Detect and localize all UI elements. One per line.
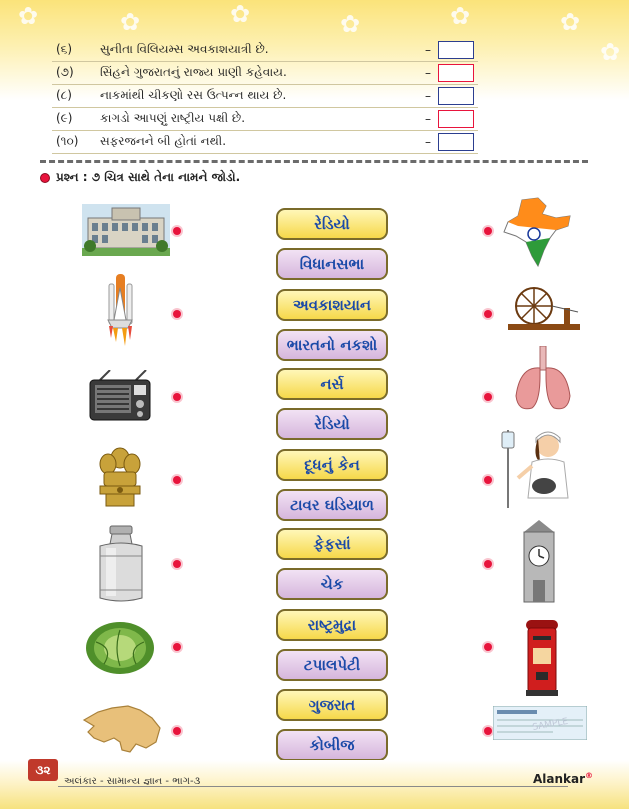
clock-tower-picture bbox=[518, 518, 560, 604]
left-connector-dot[interactable] bbox=[173, 560, 181, 568]
flower-decoration: ✿ bbox=[450, 2, 471, 30]
footer-book-title: અલંકાર - સામાન્ય જ્ઞાન - ભાગ-૩ bbox=[64, 776, 201, 787]
answer-box[interactable] bbox=[438, 110, 474, 128]
word-pill[interactable]: ટાવર ઘડિયાળ bbox=[276, 489, 388, 521]
right-connector-dot[interactable] bbox=[484, 643, 492, 651]
left-connector-dot[interactable] bbox=[173, 476, 181, 484]
word-pill[interactable]: રેડિયો bbox=[276, 208, 388, 240]
cheque-sample-label: SAMPLE bbox=[531, 716, 569, 733]
flower-decoration: ✿ bbox=[18, 2, 39, 30]
flower-decoration: ✿ bbox=[600, 38, 621, 66]
statement-number: (૭) bbox=[56, 65, 74, 79]
left-connector-dot[interactable] bbox=[173, 727, 181, 735]
post-box-picture bbox=[524, 618, 560, 698]
question-heading-text: પ્રશ્ન : ૭ ચિત્ર સાથે તેના નામને જોડો. bbox=[56, 170, 241, 184]
left-connector-dot[interactable] bbox=[173, 643, 181, 651]
right-connector-dot[interactable] bbox=[484, 310, 492, 318]
word-pill[interactable]: કોબીજ bbox=[276, 729, 388, 761]
publisher-logo bbox=[533, 771, 593, 786]
right-connector-dot[interactable] bbox=[484, 393, 492, 401]
flower-decoration: ✿ bbox=[560, 8, 581, 36]
national-emblem-picture bbox=[96, 446, 144, 508]
left-connector-dot[interactable] bbox=[173, 393, 181, 401]
statement-number: (૯) bbox=[56, 111, 73, 125]
space-shuttle-picture bbox=[104, 270, 136, 354]
left-connector-dot[interactable] bbox=[173, 310, 181, 318]
question-heading bbox=[40, 170, 240, 185]
right-connector-dot[interactable] bbox=[484, 227, 492, 235]
statement-row bbox=[52, 39, 478, 62]
statement-row bbox=[52, 62, 478, 85]
milk-can-picture bbox=[96, 524, 146, 604]
right-connector-dot[interactable] bbox=[484, 560, 492, 568]
lungs-picture bbox=[512, 346, 574, 414]
cabbage-picture bbox=[84, 618, 156, 676]
radio-picture bbox=[88, 370, 152, 426]
answer-box[interactable] bbox=[438, 41, 474, 59]
statement-number: (૮) bbox=[56, 88, 72, 102]
india-map-picture bbox=[500, 196, 572, 270]
page-number: ૩૨ bbox=[28, 759, 58, 781]
right-connector-dot[interactable] bbox=[484, 476, 492, 484]
flower-decoration: ✿ bbox=[230, 0, 251, 28]
answer-dash: – bbox=[425, 112, 431, 126]
answer-box[interactable] bbox=[438, 64, 474, 82]
statement-row bbox=[52, 85, 478, 108]
word-pill[interactable]: દૂધનું કેન bbox=[276, 449, 388, 481]
answer-dash: – bbox=[425, 66, 431, 80]
word-pill[interactable]: ફેફસાં bbox=[276, 528, 388, 560]
word-pill[interactable]: રેડિયો bbox=[276, 408, 388, 440]
word-pill[interactable]: ભારતનો નકશો bbox=[276, 329, 388, 361]
bullet-icon bbox=[40, 173, 50, 183]
statement-row bbox=[52, 108, 478, 131]
statement-text: કાગડો આપણું રાષ્ટ્રીય પક્ષી છે. bbox=[100, 111, 246, 125]
statement-number: (૬) bbox=[56, 42, 73, 56]
left-connector-dot[interactable] bbox=[173, 227, 181, 235]
flower-decoration: ✿ bbox=[340, 10, 361, 38]
registered-mark: ® bbox=[585, 771, 594, 780]
flower-decoration: ✿ bbox=[120, 8, 141, 36]
word-pill[interactable]: ગુજરાત bbox=[276, 689, 388, 721]
assembly-building-picture bbox=[82, 204, 170, 256]
word-pill[interactable]: ટપાલપેટી bbox=[276, 649, 388, 681]
statement-number: (૧૦) bbox=[56, 134, 79, 148]
right-connector-dot[interactable] bbox=[484, 727, 492, 735]
statement-row bbox=[52, 131, 478, 154]
answer-box[interactable] bbox=[438, 133, 474, 151]
answer-dash: – bbox=[425, 43, 431, 57]
word-pill[interactable]: ચેક bbox=[276, 568, 388, 600]
word-pill[interactable]: વિધાનસભા bbox=[276, 248, 388, 280]
statement-text: સુનીતા વિલિયમ્સ અવકાશયાત્રી છે. bbox=[100, 42, 269, 56]
statement-text: સિંહને ગુજરાતનું રાજ્ય પ્રાણી કહેવાય. bbox=[100, 65, 287, 79]
statement-text: સફરજનને બી હોતાં નથી. bbox=[100, 134, 227, 148]
word-pill[interactable]: રાષ્ટ્રમુદ્રા bbox=[276, 609, 388, 641]
gujarat-map-picture bbox=[80, 698, 166, 756]
nurse-picture bbox=[498, 428, 578, 512]
word-pill[interactable]: નર્સ bbox=[276, 368, 388, 400]
statement-text: નાકમાંથી ચીકણો રસ ઉત્પન્ન થાય છે. bbox=[100, 88, 287, 102]
section-divider bbox=[40, 160, 588, 163]
cheque-picture bbox=[493, 706, 587, 740]
charkha-picture bbox=[504, 284, 584, 332]
answer-dash: – bbox=[425, 89, 431, 103]
word-pill[interactable]: અવકાશયાન bbox=[276, 289, 388, 321]
publisher-logo-text: Alankar bbox=[533, 772, 586, 786]
answer-box[interactable] bbox=[438, 87, 474, 105]
answer-dash: – bbox=[425, 135, 431, 149]
